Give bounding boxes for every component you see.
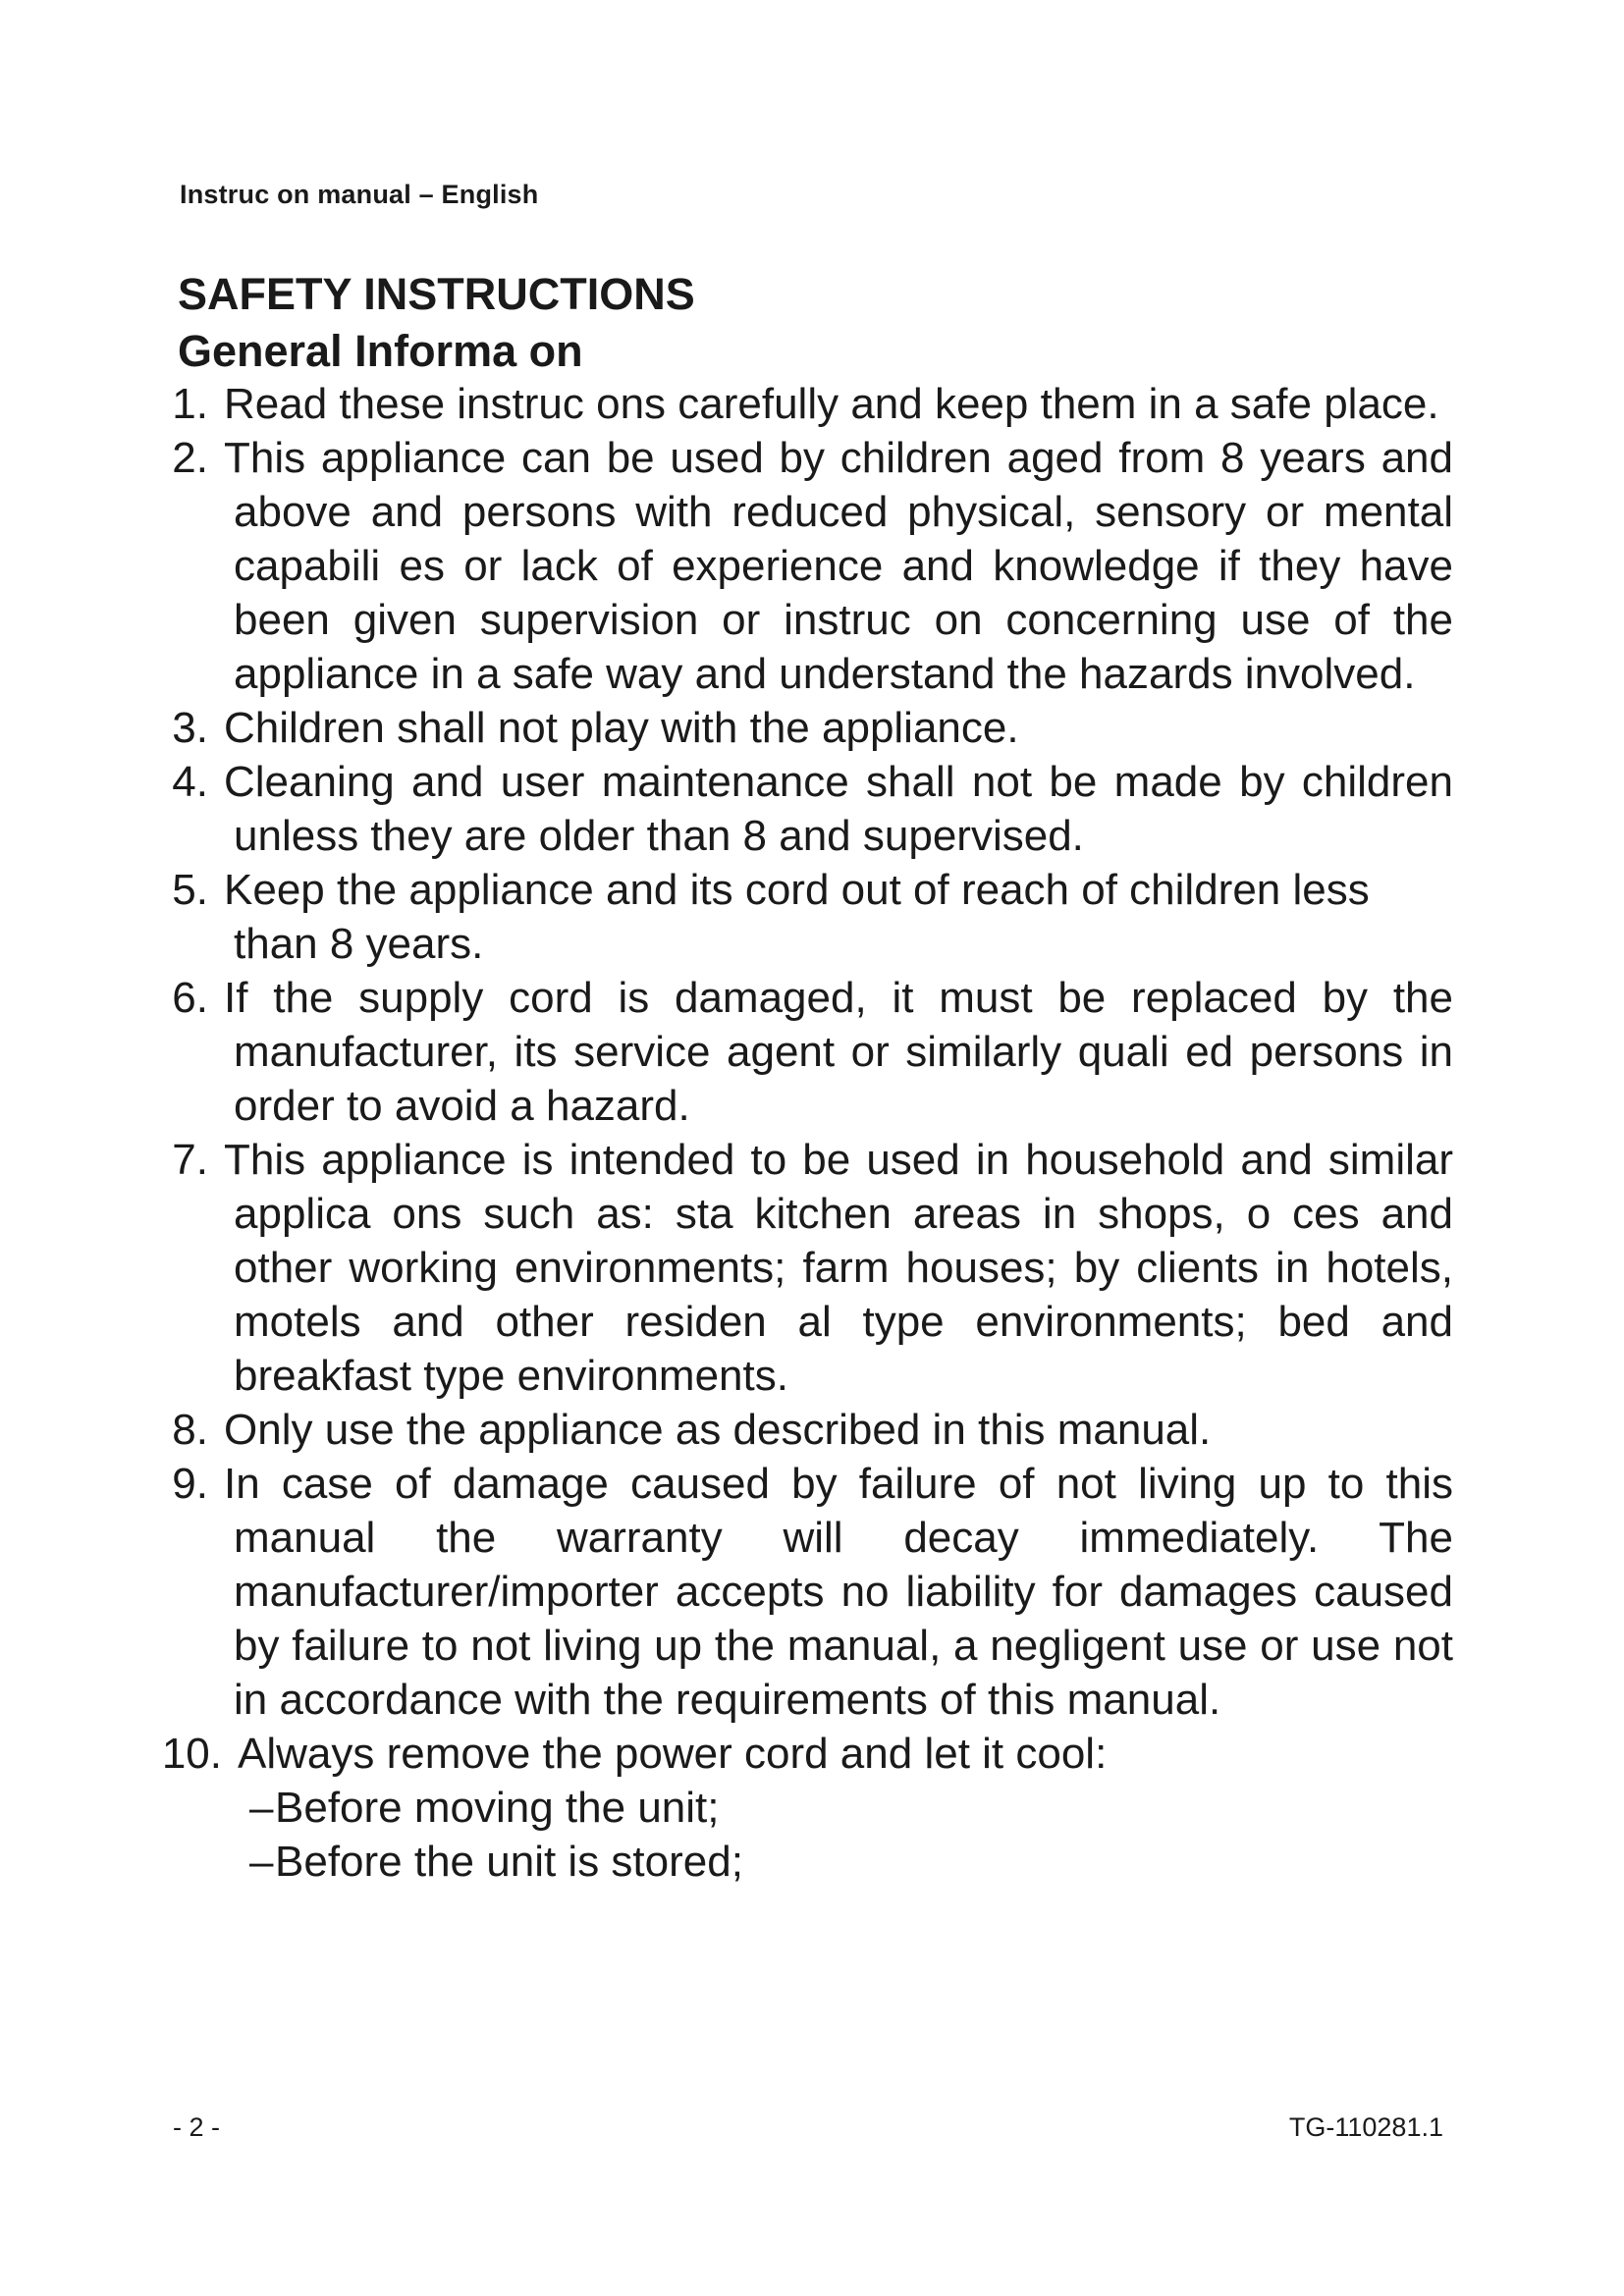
item-text: If the supply cord is damaged, it must be replaced by the manufacturer, its service agent or similarly quali ed persons in order to avoid a hazard. [224, 974, 1453, 1130]
sub-item-text: Before the unit is stored; [275, 1838, 743, 1886]
page-number: - 2 - [173, 2112, 221, 2142]
instruction-item [0, 701, 1624, 755]
section-title: SAFETY INSTRUCTIONS [178, 269, 695, 319]
instruction-item [0, 1403, 1624, 1457]
item-text: Keep the appliance and its cord out of reach of children less than 8 years. [224, 866, 1370, 968]
dash-bullet: – [249, 1838, 274, 1886]
item-text: Read these instruc ons carefully and keep them in a safe place. [224, 380, 1439, 428]
sub-item [249, 1835, 1467, 1889]
item-text: This appliance can be used by children aged from 8 years and above and persons with reduced physical, sensory or mental capabili es or lack of experience and knowledge if they have been given supervision or instruc on concerning use of the appliance in a safe way and understand the hazards involved. [224, 434, 1453, 698]
item-text: This appliance is intended to be used in household and similar applica ons such as: sta kitchen areas in shops, o ces and other working environments; farm houses; by clients in hotels, motels and other residen al type environments; bed and breakfast type environments. [224, 1136, 1453, 1400]
item-number: 2. [172, 434, 208, 482]
instruction-item [0, 431, 1624, 701]
item-text: Only use the appliance as described in this manual. [224, 1406, 1212, 1454]
instruction-item [0, 755, 1624, 863]
sub-item-list [238, 1781, 1467, 1889]
item-number: 1. [172, 380, 208, 428]
dash-bullet: – [249, 1784, 274, 1832]
document-code: TG-110281.1 [1288, 2112, 1443, 2142]
instruction-item [0, 1727, 1624, 1889]
item-text: In case of damage caused by failure of not living up to this manual the warranty will decay immediately. The manufacturer/importer accepts no liability for damages caused by failure to not living up the manual, a negligent use or use not in accordance with the requirements of this manual. [224, 1460, 1453, 1724]
sub-item [249, 1781, 1467, 1835]
item-number: 6. [172, 974, 208, 1022]
instruction-list [0, 377, 1624, 1889]
item-number: 8. [172, 1406, 208, 1454]
section-subtitle: General Informa on [178, 326, 583, 376]
instruction-item [0, 863, 1624, 971]
instruction-item [0, 1133, 1624, 1403]
item-number: 9. [172, 1460, 208, 1508]
item-number: 4. [172, 758, 208, 806]
item-text: Cleaning and user maintenance shall not be made by children unless they are older than 8 and supervised. [224, 758, 1453, 860]
instruction-item [0, 377, 1624, 431]
instruction-item [0, 1457, 1624, 1727]
running-header: Instruc on manual – English [180, 180, 539, 209]
item-number: 10. [161, 1730, 222, 1778]
item-text: Children shall not play with the appliance. [224, 704, 1019, 752]
item-text: Always remove the power cord and let it cool: [238, 1730, 1108, 1778]
instruction-item [0, 971, 1624, 1133]
item-number: 5. [172, 866, 208, 914]
sub-item-text: Before moving the unit; [275, 1784, 720, 1832]
item-number: 7. [172, 1136, 208, 1184]
item-number: 3. [172, 704, 208, 752]
